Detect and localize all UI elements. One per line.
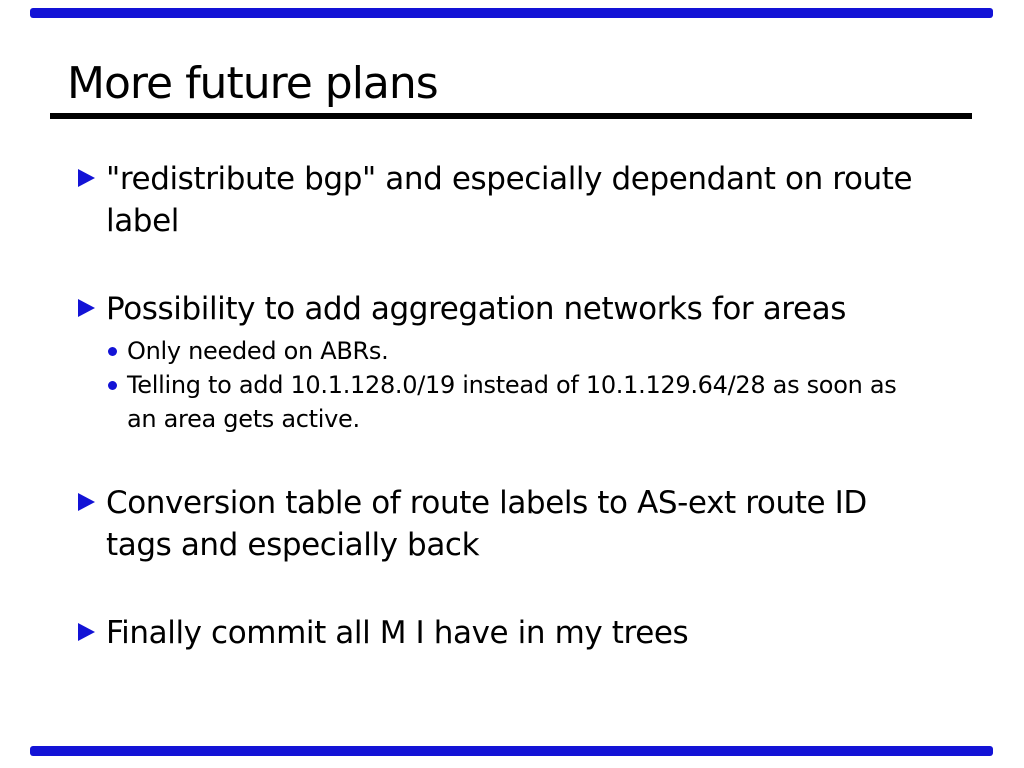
bullet-list <box>78 158 968 700</box>
triangle-bullet-icon <box>78 493 95 511</box>
bullet-text: Conversion table of route labels to AS-ext route ID tags and especially back <box>106 485 867 563</box>
title-underline <box>50 113 972 119</box>
sub-bullet-list <box>108 334 968 436</box>
page-title: More future plans <box>67 58 438 109</box>
dot-bullet-icon <box>108 381 117 390</box>
bullet-item <box>78 482 968 566</box>
sub-bullet-text: Telling to add 10.1.128.0/19 instead of 10.1.129.64/28 as soon as an area gets active. <box>127 371 897 433</box>
sub-bullet-item <box>108 334 968 368</box>
triangle-bullet-icon <box>78 299 95 317</box>
bottom-accent-bar <box>30 746 993 756</box>
bullet-text: "redistribute bgp" and especially dependant on route label <box>106 161 913 239</box>
sub-bullet-item <box>108 368 968 436</box>
triangle-bullet-icon <box>78 169 95 187</box>
bullet-item <box>78 158 968 242</box>
top-accent-bar <box>30 8 993 18</box>
bullet-text: Finally commit all M I have in my trees <box>106 615 689 651</box>
triangle-bullet-icon <box>78 623 95 641</box>
dot-bullet-icon <box>108 347 117 356</box>
bullet-text: Possibility to add aggregation networks for areas <box>106 291 846 327</box>
sub-bullet-text: Only needed on ABRs. <box>127 337 389 365</box>
bullet-item <box>78 612 968 654</box>
bullet-item <box>78 288 968 436</box>
